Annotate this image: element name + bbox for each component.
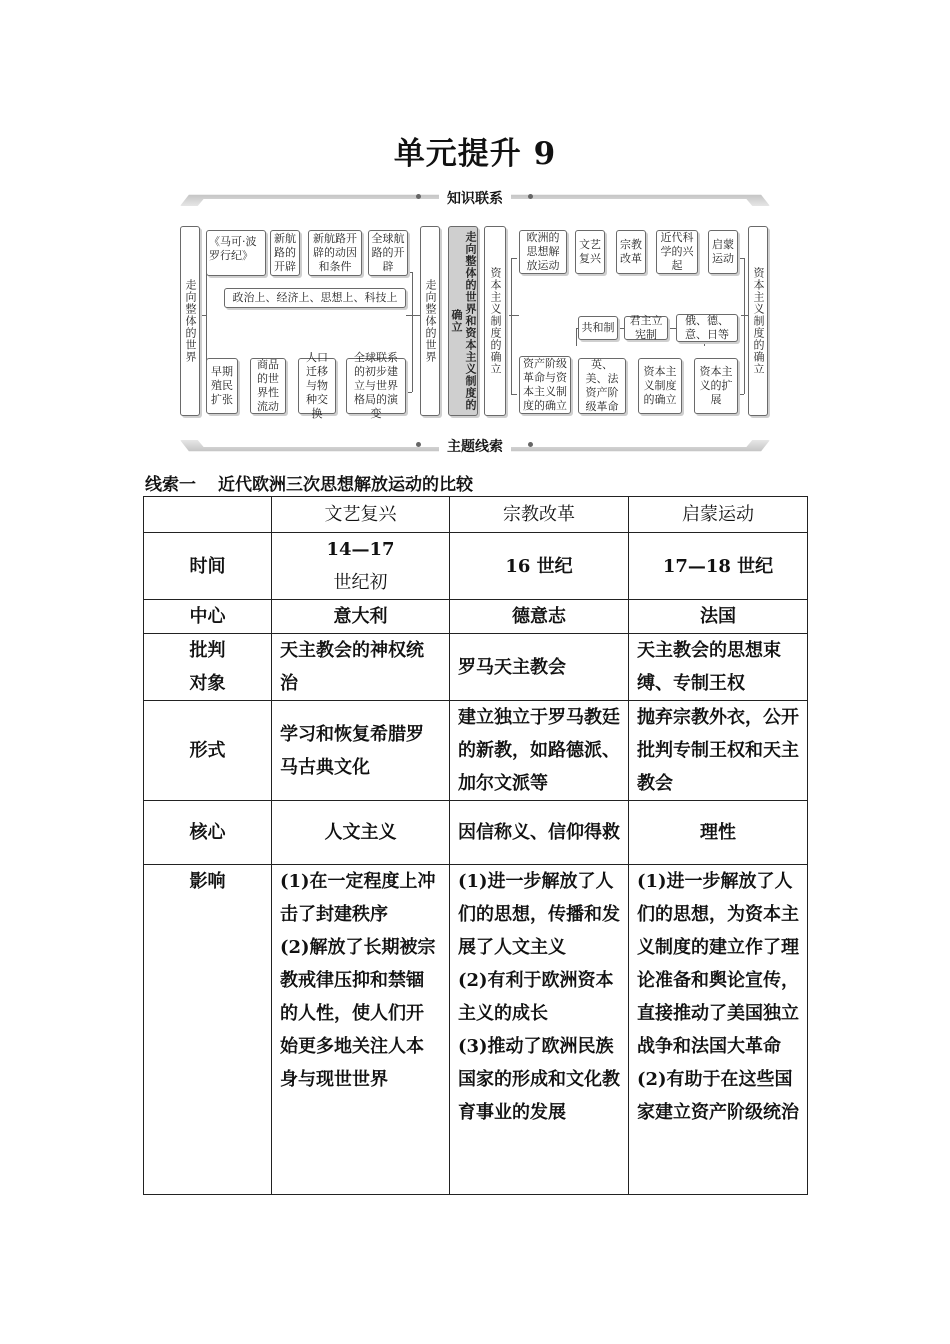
header-cell-empty — [144, 497, 272, 533]
box-early-colonial: 早期殖民扩张 — [206, 358, 238, 414]
box-bourgeois-revolution: 资产阶级革命与资本主义制度的确立 — [519, 356, 571, 414]
cell-target-enlightenment: 天主教会的思想束缚、专制王权 — [629, 634, 808, 701]
cell-center-renaissance: 意大利 — [272, 600, 450, 634]
box-other-countries: 俄、德、意、日等 — [676, 314, 738, 342]
cell-line: 世纪初 — [333, 572, 388, 593]
banner-label-knowledge: 知识联系 — [439, 188, 511, 208]
cell-center-enlightenment: 法国 — [629, 600, 808, 634]
box-capitalism-expansion: 资本主义的扩展 — [694, 358, 738, 414]
box-global-routes: 全球航路的开辟 — [368, 230, 408, 276]
header-reformation: 宗教改革 — [450, 497, 629, 533]
box-commodity-flow: 商品的世界性流动 — [250, 358, 286, 414]
cell-core-renaissance: 人文主义 — [272, 801, 450, 865]
box-aspects: 政治上、经济上、思想上、科技上 — [224, 288, 406, 308]
impact-item: (2)有助于在这些国家建立资产阶级统治 — [637, 1069, 799, 1123]
impact-item: (3)推动了欧洲民族国家的形成和文化教育事业的发展 — [458, 1036, 620, 1123]
capitalism-column-box: 资本主义制度的确立 — [484, 226, 506, 416]
row-label — [144, 634, 272, 701]
header-renaissance: 文艺复兴 — [272, 497, 450, 533]
far-right-column-box: 资本主义制度的确立 — [748, 226, 768, 416]
cell-time-enlightenment: 17—18 世纪 — [629, 533, 808, 600]
cell-time-reformation: 16 世纪 — [450, 533, 629, 600]
table-row-impact — [144, 865, 808, 1195]
impact-item: (1)进一步解放了人们的思想，传播和发展了人文主义 — [458, 871, 620, 958]
box-enlightenment: 启蒙运动 — [708, 230, 738, 274]
impact-item: (1)进一步解放了人们的思想，为资本主义制度的建立作了理论准备和舆论宣传，直接推动了美国独立战争和法国大革命 — [637, 871, 799, 1057]
box-eng-us-fr-revolution: 英、美、法资产阶级革命 — [578, 358, 626, 414]
page-title: 单元提升 9 — [393, 136, 557, 172]
box-new-route: 新航路的开辟 — [270, 230, 300, 276]
box-global-connection: 全球联系的初步建立与世界格局的演变 — [346, 358, 406, 414]
row-label: 中心 — [144, 600, 272, 634]
section-heading — [145, 470, 495, 495]
box-science-rise: 近代科学的兴起 — [656, 230, 698, 274]
box-thought-liberation: 欧洲的思想解放运动 — [519, 230, 567, 274]
cell-impact-enlightenment — [629, 865, 808, 1195]
cell-form-reformation: 建立独立于罗马教廷的新教，如路德派、加尔文派等 — [450, 701, 629, 801]
box-republic: 共和制 — [578, 316, 618, 340]
table-row-form — [144, 701, 808, 801]
left-column-box: 走向整体的世界 — [180, 226, 200, 416]
cell-impact-reformation — [450, 865, 629, 1195]
impact-item: (2)解放了长期被宗教戒律压抑和禁锢的人性，使人们开始更多地关注人本身与现世世界 — [280, 937, 436, 1090]
theme-banner — [180, 440, 770, 458]
table-row-core — [144, 801, 808, 865]
impact-item: (2)有利于欧洲资本主义的成长 — [458, 970, 614, 1024]
center-topic-box: 走向整体的世界和资本主义制度的确立 — [448, 226, 478, 416]
cell-line: 对象 — [189, 673, 226, 694]
header-enlightenment: 启蒙运动 — [629, 497, 808, 533]
table-header-row — [144, 497, 808, 533]
cell-target-reformation: 罗马天主教会 — [450, 634, 629, 701]
cell-form-renaissance: 学习和恢复希腊罗马古典文化 — [272, 701, 450, 801]
box-constitutional-monarchy: 君主立宪制 — [624, 316, 668, 340]
box-capitalism-established: 资本主义制度的确立 — [638, 358, 682, 414]
comparison-table — [143, 496, 808, 1195]
knowledge-diagram — [176, 218, 776, 423]
table-row-time — [144, 533, 808, 600]
row-label: 时间 — [144, 533, 272, 600]
box-population-migration: 人口迁移与物种交换 — [298, 358, 336, 414]
cell-line: 14—17 — [326, 539, 395, 560]
row-label: 核心 — [144, 801, 272, 865]
box-marco-polo: 《马可·波罗行纪》 — [206, 230, 266, 276]
row-label: 形式 — [144, 701, 272, 801]
cell-target-renaissance: 天主教会的神权统治 — [272, 634, 450, 701]
cell-time-renaissance — [272, 533, 450, 600]
cell-form-enlightenment: 抛弃宗教外衣，公开批判专制王权和天主教会 — [629, 701, 808, 801]
section-number: 线索一 — [145, 475, 196, 495]
box-route-causes: 新航路开辟的动因和条件 — [308, 230, 362, 276]
section-title: 近代欧洲三次思想解放运动的比较 — [218, 475, 473, 495]
cell-core-enlightenment: 理性 — [629, 801, 808, 865]
cell-impact-renaissance — [272, 865, 450, 1195]
box-renaissance: 文艺复兴 — [575, 230, 605, 274]
cell-line: 批判 — [189, 640, 226, 661]
box-reformation: 宗教改革 — [616, 230, 646, 274]
table-row-center — [144, 600, 808, 634]
knowledge-banner — [180, 192, 770, 210]
cell-center-reformation: 德意志 — [450, 600, 629, 634]
row-label: 影响 — [144, 865, 272, 1195]
mid-column-box: 走向整体的世界 — [420, 226, 440, 416]
impact-item: (1)在一定程度上冲击了封建秩序 — [280, 871, 436, 925]
cell-core-reformation: 因信称义、信仰得救 — [450, 801, 629, 865]
table-row-target — [144, 634, 808, 701]
banner-label-theme: 主题线索 — [439, 436, 511, 456]
